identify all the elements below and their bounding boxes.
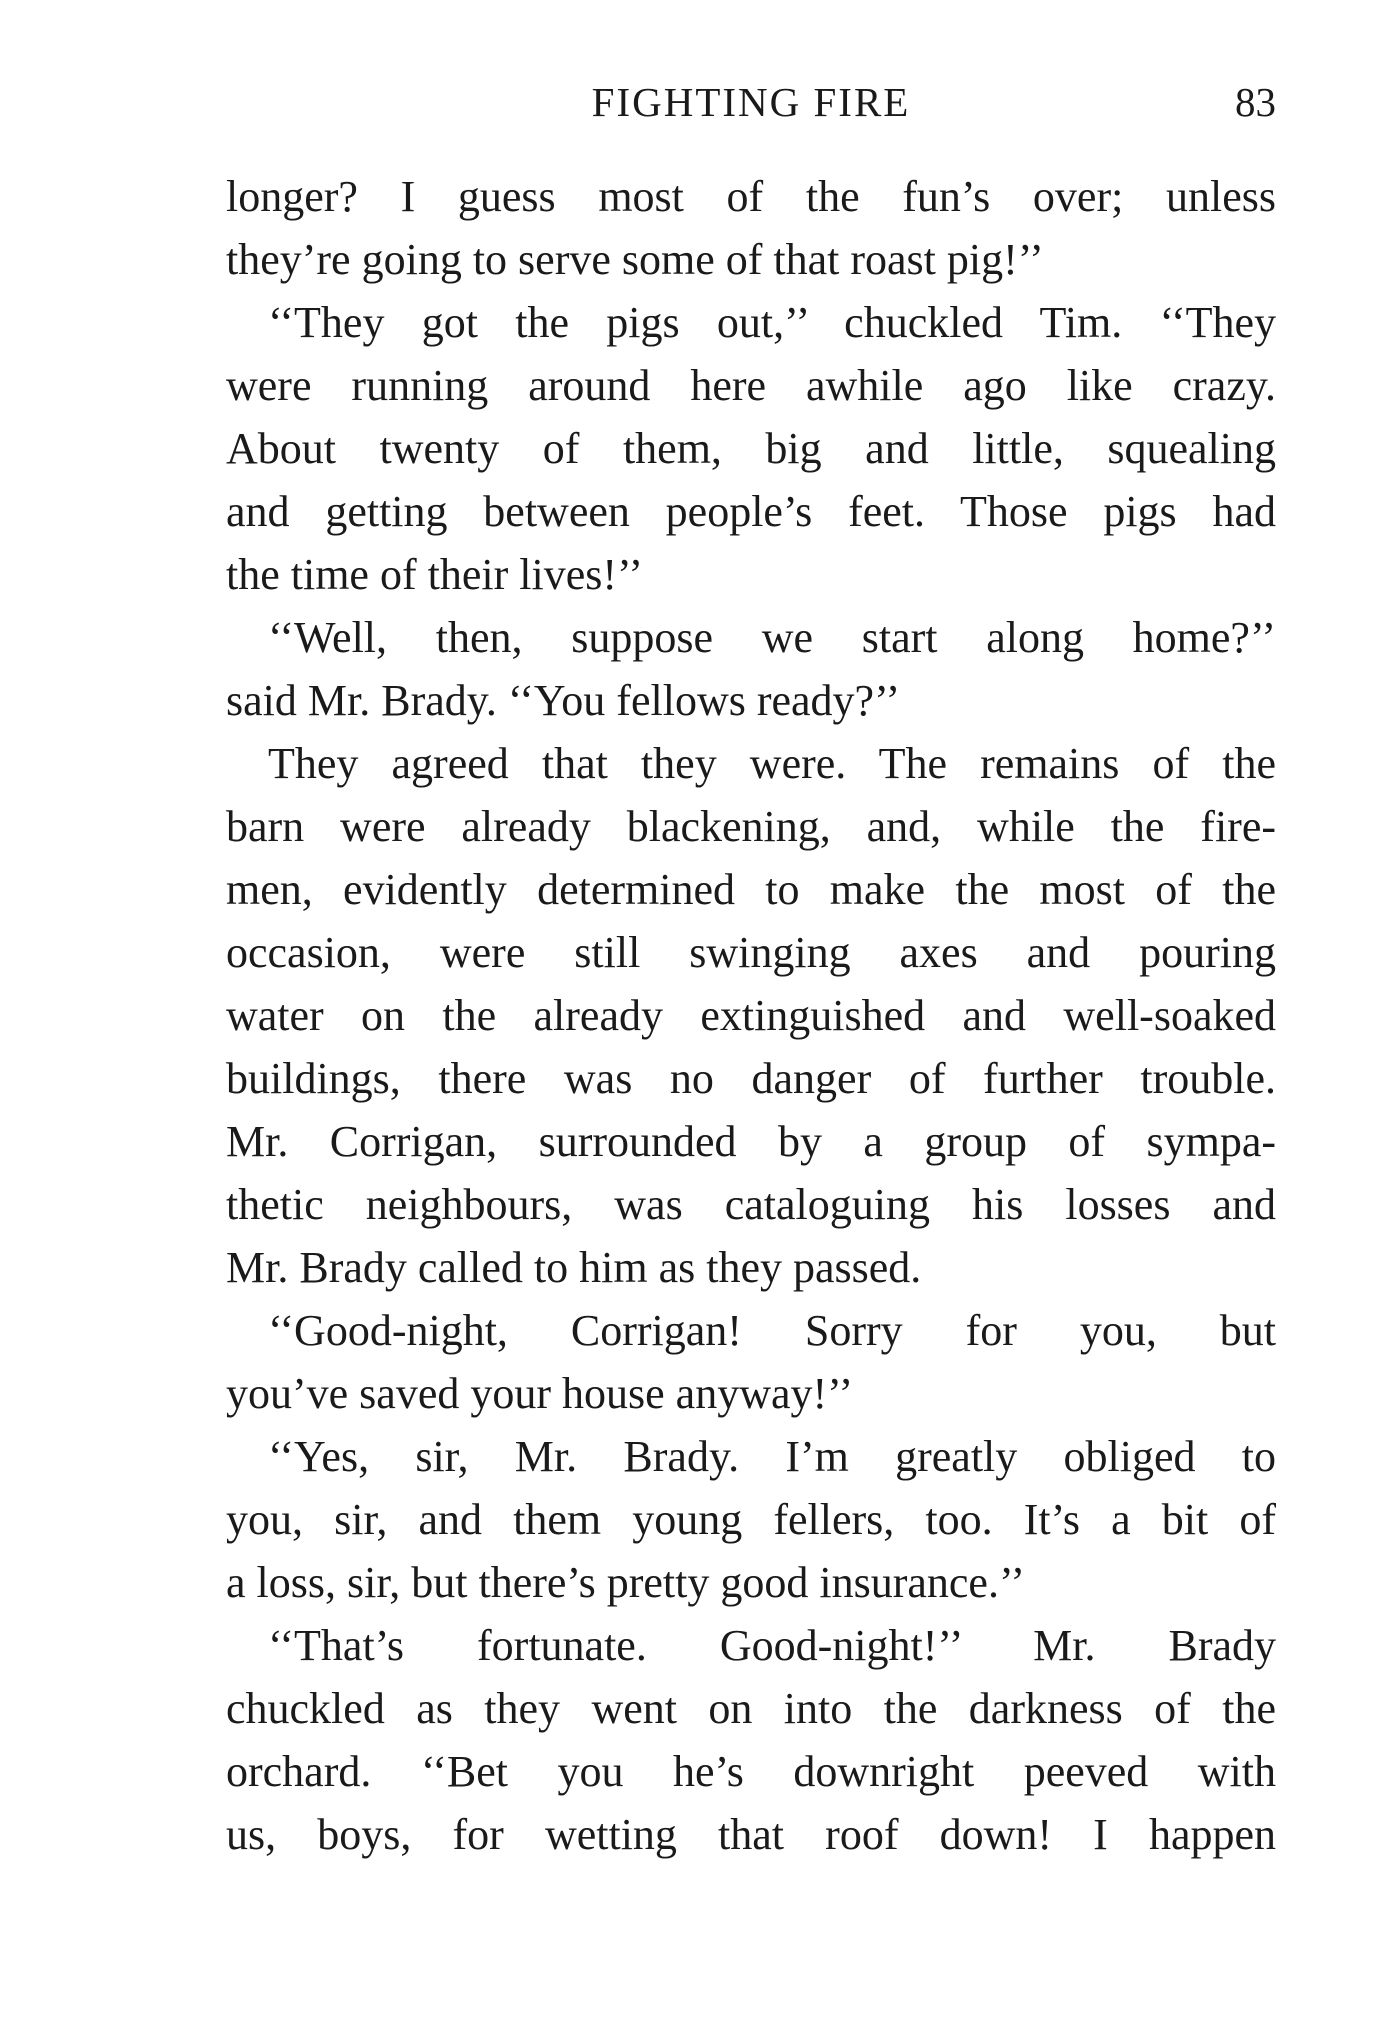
text-line: occasion, were still swinging axes and pouring — [226, 928, 1276, 977]
text-line: us, boys, for wetting that roof down! I happen — [226, 1810, 1276, 1859]
text-line: Mr. Brady called to him as they passed. — [226, 1243, 922, 1292]
text-line: ‘‘They got the pigs out,’’ chuckled Tim. ‘‘They — [268, 298, 1276, 347]
text-line: ‘‘Good-night, Corrigan! Sorry for you, but — [268, 1306, 1276, 1355]
text-line: They agreed that they were. The remains of the — [268, 739, 1276, 788]
page-number: 83 — [1235, 79, 1276, 125]
text-line: and getting between people’s feet. Those pigs had — [226, 487, 1276, 536]
text-line: you’ve saved your house anyway!’’ — [226, 1369, 854, 1418]
text-line: chuckled as they went on into the darkness of the — [226, 1684, 1276, 1733]
text-line: water on the already extinguished and well-soaked — [226, 991, 1276, 1040]
text-line: they’re going to serve some of that roast pig!’’ — [226, 235, 1044, 284]
body-text — [226, 165, 1276, 1866]
text-line: Mr. Corrigan, surrounded by a group of sympa- — [226, 1117, 1276, 1166]
text-line: About twenty of them, big and little, squealing — [226, 424, 1276, 473]
text-line: orchard. ‘‘Bet you he’s downright peeved with — [226, 1747, 1276, 1796]
text-line: a loss, sir, but there’s pretty good insurance.’’ — [226, 1558, 1026, 1607]
text-line: were running around here awhile ago like crazy. — [226, 361, 1276, 410]
text-line: ‘‘Well, then, suppose we start along home?’’ — [268, 613, 1276, 662]
text-line: the time of their lives!’’ — [226, 550, 644, 599]
text-line: barn were already blackening, and, while the fire- — [226, 802, 1276, 851]
text-line: said Mr. Brady. ‘‘You fellows ready?’’ — [226, 676, 901, 725]
page-header — [226, 78, 1276, 138]
text-line: you, sir, and them young fellers, too. It’s a bit of — [226, 1495, 1276, 1544]
text-line: ‘‘Yes, sir, Mr. Brady. I’m greatly obliged to — [268, 1432, 1276, 1481]
text-line: ‘‘That’s fortunate. Good-night!’’ Mr. Brady — [268, 1621, 1276, 1670]
text-line: buildings, there was no danger of further trouble. — [226, 1054, 1276, 1103]
running-title: FIGHTING FIRE — [591, 79, 911, 125]
text-line: men, evidently determined to make the most of the — [226, 865, 1276, 914]
text-line: longer? I guess most of the fun’s over; unless — [226, 172, 1276, 221]
text-line: thetic neighbours, was cataloguing his losses and — [226, 1180, 1276, 1229]
